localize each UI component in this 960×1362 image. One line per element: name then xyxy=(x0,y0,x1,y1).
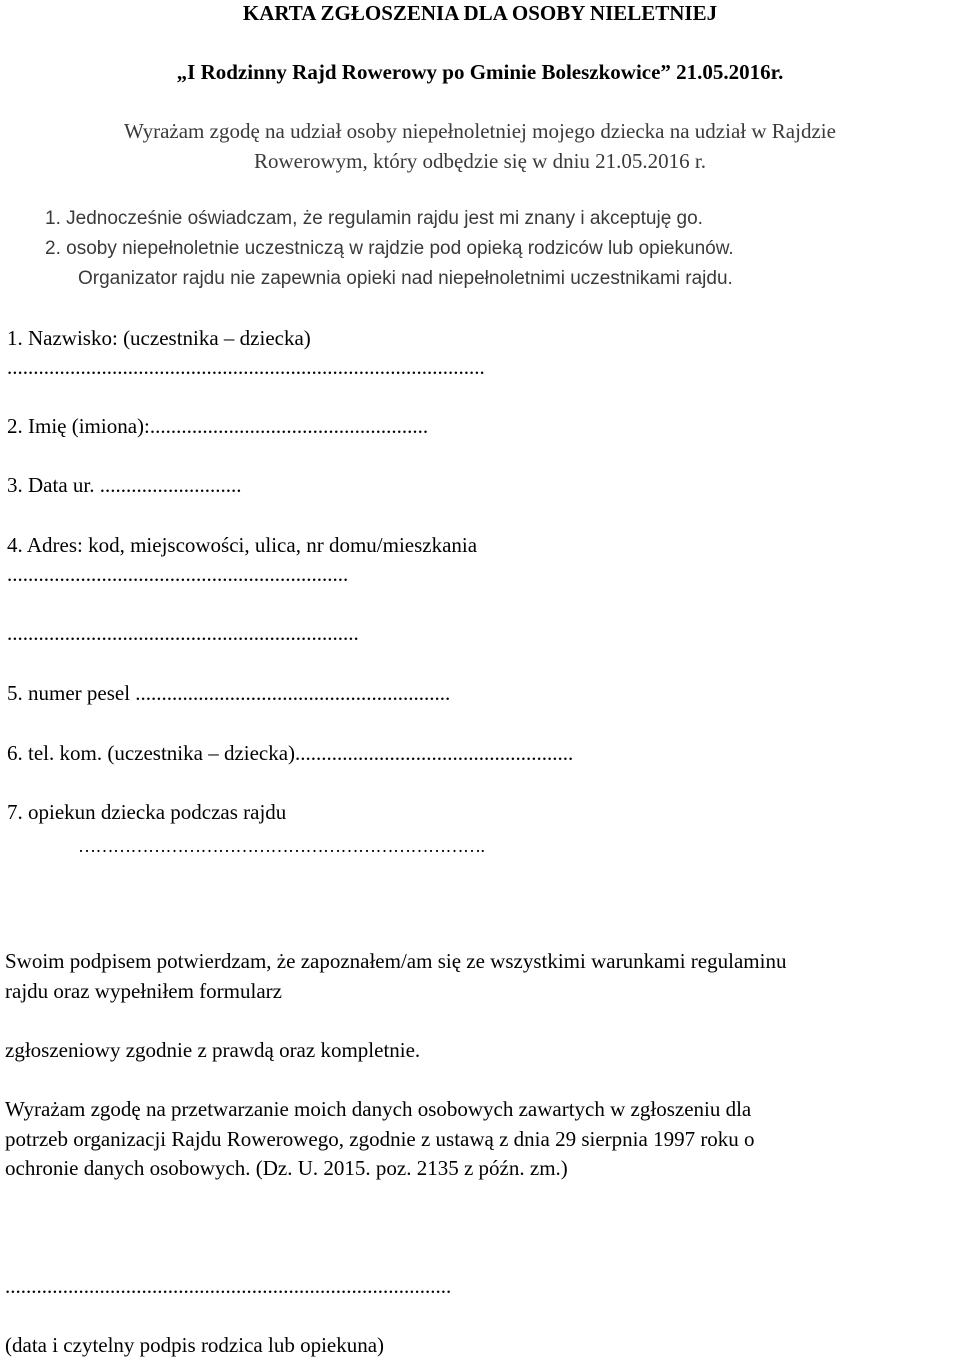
guardian-field[interactable]: ……………………………………………………………. xyxy=(78,836,485,856)
declaration-2: 2. osoby niepełnoletnie uczestniczą w rajdzie pod opieką rodziców lub opiekunów. xyxy=(45,238,734,259)
phone-field[interactable]: 6. tel. kom. (uczestnika – dziecka)..................................................... xyxy=(7,741,574,765)
pesel-field[interactable]: 5. numer pesel ............................................................ xyxy=(7,681,451,705)
event-name: „I Rodzinny Rajd Rowerowy po Gminie Boleszkowice” 21.05.2016r. xyxy=(176,60,784,84)
address-field-1[interactable]: ................................................................. xyxy=(7,562,349,586)
surname-label: 1. Nazwisko: (uczestnika – dziecka) xyxy=(7,326,311,350)
signature-field[interactable]: ..................................................................................... xyxy=(5,1274,452,1298)
declaration-1: 1. Jednocześnie oświadczam, że regulamin rajdu jest mi znany i akceptuję go. xyxy=(45,208,703,229)
gdpr-line-2: potrzeb organizacji Rajdu Rowerowego, zgodnie z ustawą z dnia 29 sierpnia 1997 roku o xyxy=(5,1127,755,1151)
address-label: 4. Adres: kod, miejscowości, ulica, nr domu/mieszkania xyxy=(7,533,478,557)
document-title: KARTA ZGŁOSZENIA DLA OSOBY NIELETNIEJ xyxy=(242,1,718,25)
consent-line-2: Rowerowym, który odbędzie się w dniu 21.05.2016 r. xyxy=(253,149,707,173)
surname-field[interactable]: ........................................................................................... xyxy=(7,355,485,379)
gdpr-line-3: ochronie danych osobowych. (Dz. U. 2015. poz. 2135 z późn. zm.) xyxy=(5,1156,568,1180)
guardian-label: 7. opiekun dziecka podczas rajdu xyxy=(7,800,287,824)
statement-line-1: Swoim podpisem potwierdzam, że zapoznałem/am się ze wszystkimi warunkami regulaminu xyxy=(5,949,787,973)
statement-line-3: zgłoszeniowy zgodnie z prawdą oraz kompletnie. xyxy=(5,1038,421,1062)
gdpr-line-1: Wyrażam zgodę na przetwarzanie moich danych osobowych zawartych w zgłoszeniu dla xyxy=(5,1097,752,1121)
birth-date-field[interactable]: 3. Data ur. ........................... xyxy=(7,473,242,497)
signature-caption: (data i czytelny podpis rodzica lub opiekuna) xyxy=(5,1333,385,1357)
address-field-2[interactable]: ................................................................... xyxy=(7,621,359,645)
declaration-2-continued: Organizator rajdu nie zapewnia opieki nad niepełnoletnimi uczestnikami rajdu. xyxy=(78,268,733,289)
first-name-field[interactable]: 2. Imię (imiona):..................................................... xyxy=(7,414,429,438)
consent-line-1: Wyrażam zgodę na udział osoby niepełnoletniej mojego dziecka na udział w Rajdzie xyxy=(124,119,836,143)
statement-line-2: rajdu oraz wypełniłem formularz xyxy=(5,979,282,1003)
